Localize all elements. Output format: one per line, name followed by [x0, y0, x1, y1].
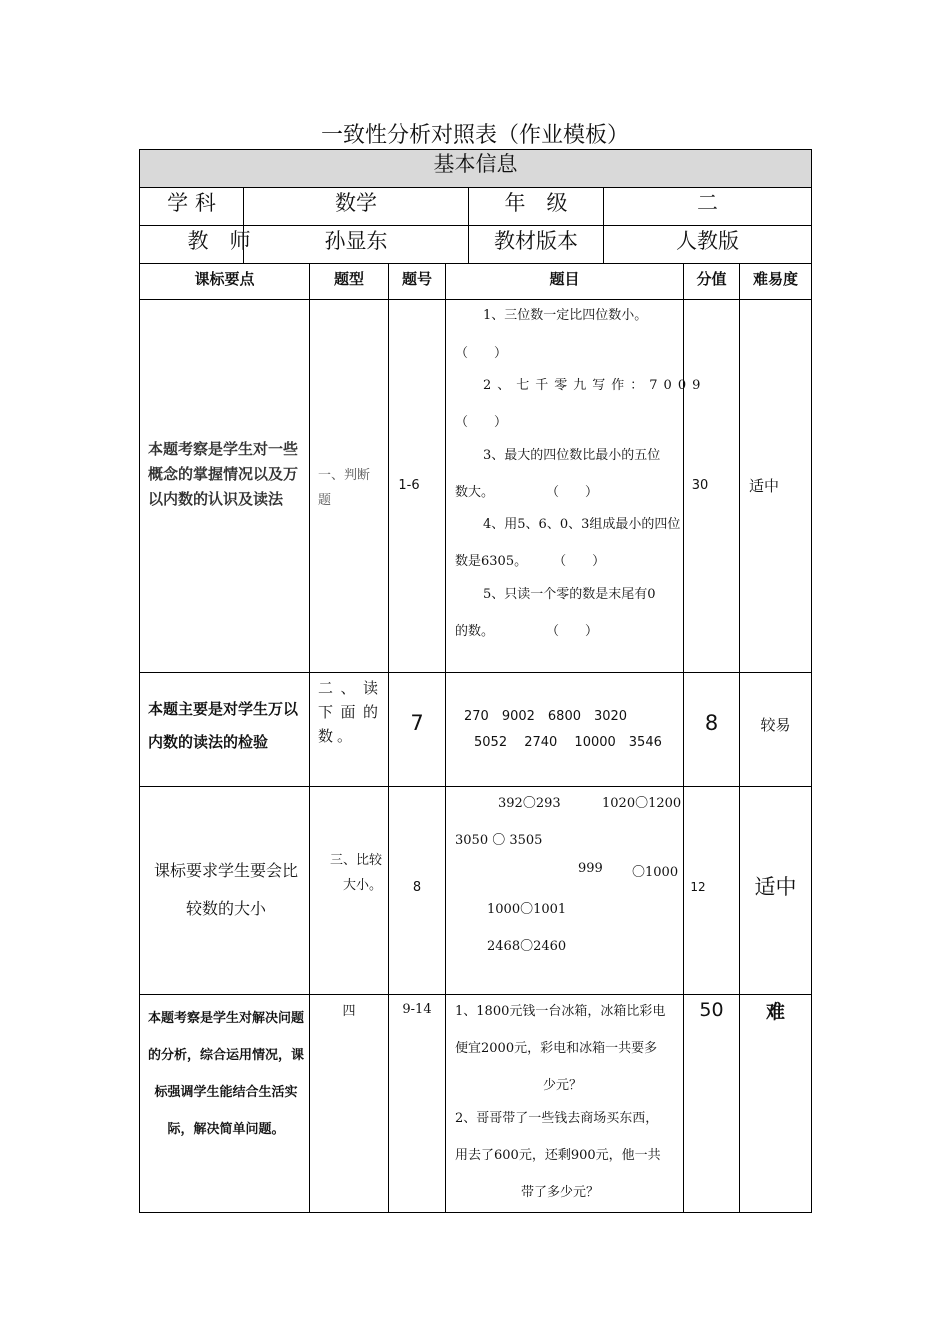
row4-q1-line1: 1、1800元钱一台冰箱，冰箱比彩电: [455, 1004, 666, 1019]
row3-cmp2: 1020〇1200: [602, 796, 682, 811]
row1-q4-cont: 数是6305。 （ ）: [455, 554, 606, 569]
subject-label: 学 科: [167, 191, 216, 215]
col-header-score: 分值: [696, 269, 727, 288]
row1-q1: 1、三位数一定比四位数小。: [483, 308, 648, 323]
row1-type: 一、判断题: [318, 468, 371, 508]
row1-q2-blank: （ ）: [455, 415, 508, 430]
row4-difficulty: 难: [765, 1000, 785, 1023]
row1-q5-cont: 的数。 （ ）: [455, 624, 599, 639]
row1-q4: 4、用5、6、0、3组成最小的四位: [483, 517, 681, 532]
row3-cmp5: 1000〇1001: [487, 902, 567, 917]
row1-q3-cont: 数大。 （ ）: [455, 485, 599, 500]
row1-q5: 5、只读一个零的数是末尾有0: [483, 587, 656, 602]
row3-cmp4-left: 999: [578, 861, 603, 876]
row2-point: 本题主要是对学生万以内数的读法的检验: [148, 700, 299, 751]
row4-q1-line2: 便宜2000元，彩电和冰箱一共要多: [455, 1041, 658, 1056]
basic-info-heading: 基本信息: [433, 152, 518, 176]
row1-difficulty: 适中: [748, 476, 779, 495]
row1-q1-blank: （ ）: [455, 346, 508, 361]
row1-q3: 3、最大的四位数比最小的五位: [483, 448, 661, 463]
row3-number: 8: [412, 879, 422, 895]
page-title: 一致性分析对照表（作业模板）: [320, 123, 629, 148]
row4-q2-line2: 用去了600元，还剩900元，他一共: [455, 1148, 661, 1163]
row4-q2-line1: 2、哥哥带了一些钱去商场买东西，: [455, 1111, 659, 1126]
row1-score: 30: [691, 477, 709, 493]
row2-number: 7: [410, 711, 424, 735]
col-header-question: 题目: [549, 269, 580, 288]
row2-line1: 270 9002 6800 3020: [464, 709, 628, 724]
row1-q2: 2、七千零九写作：7009: [483, 378, 707, 393]
col-header-number: 题号: [401, 269, 432, 288]
grade-label: 年 级: [504, 191, 568, 215]
row4-q2-line3: 带了多少元？: [521, 1185, 600, 1200]
col-header-point: 课标要点: [194, 269, 255, 288]
row4-point: 本题考察是学生对解决问题的分析，综合运用情况，课标强调学生能结合生活实际，解决简单问题。: [148, 1011, 305, 1137]
edition-label: 教材版本: [494, 229, 578, 253]
row3-difficulty: 适中: [754, 875, 797, 899]
col-header-type: 题型: [333, 269, 364, 288]
row2-score: 8: [704, 711, 719, 735]
row2-type: 二、读下面的数。: [318, 679, 382, 745]
row4-q1-line3: 少元？: [543, 1078, 583, 1093]
row4-score: 50: [699, 999, 724, 1021]
row1-point: 本题考察是学生对一些概念的掌握情况以及万以内数的认识及读法: [148, 440, 299, 508]
row3-cmp6: 2468〇2460: [487, 939, 567, 954]
teacher-value: 孙显东: [324, 229, 388, 253]
teacher-label: 教 师: [187, 229, 251, 253]
row3-point: 课标要求学生要会比较数的大小: [153, 861, 298, 918]
edition-value: 人教版: [676, 229, 739, 253]
row3-cmp4-right: 〇1000: [632, 865, 679, 880]
row4-number: 9-14: [402, 1001, 432, 1017]
row3-cmp3: 3050 〇 3505: [455, 833, 543, 848]
row1-number: 1-6: [398, 477, 420, 493]
row3-score: 12: [690, 880, 706, 894]
row2-line2: 5052 2740 10000 3546: [474, 735, 662, 750]
subject-value: 数学: [335, 191, 377, 215]
row2-difficulty: 较易: [760, 715, 791, 734]
row4-type: 四: [342, 1003, 356, 1019]
row3-type: 三、比较大小。: [329, 853, 382, 893]
grade-value: 二: [697, 191, 718, 215]
row3-cmp1: 392〇293: [498, 796, 561, 811]
col-header-difficulty: 难易度: [752, 269, 798, 288]
